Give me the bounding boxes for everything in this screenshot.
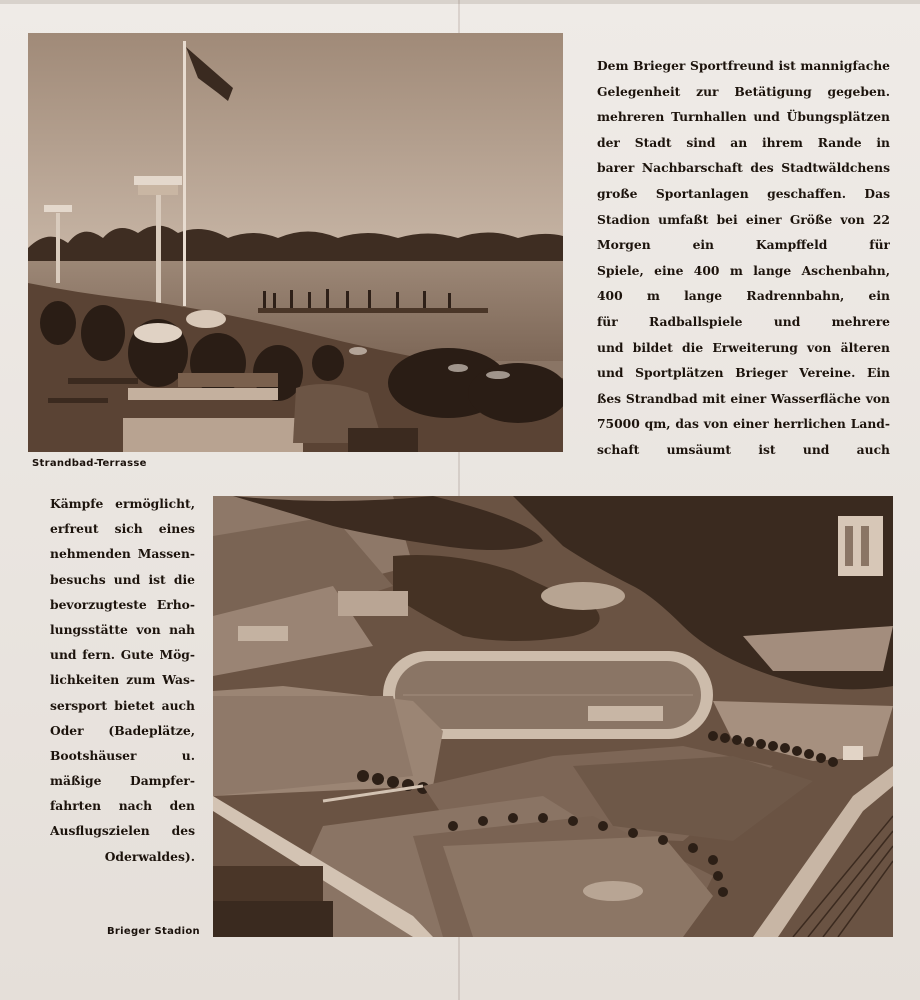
text-line: große Sportanlagen geschaffen. Das <box>597 185 890 201</box>
terrace-caption: Strandbad-Terrasse <box>32 458 147 469</box>
text-line: der Stadt sind an ihrem Rande in <box>597 134 890 150</box>
text-line: Ausflugszielen des <box>50 823 195 839</box>
text-line: Gelegenheit zur Betätigung gegeben. <box>597 83 890 99</box>
text-line: Dem Brieger Sportfreund ist mannigfache <box>597 58 890 73</box>
text-line: Spiele, eine 400 m lange Aschenbahn, <box>597 262 890 278</box>
text-line: mehreren Turnhallen und Übungsplätzen <box>597 109 890 125</box>
text-line: 400 m lange Radrennbahn, ein <box>597 288 890 304</box>
text-line: ßes Strandbad mit einer Wasserfläche von <box>597 390 890 406</box>
aerial-stadium-photo <box>213 496 893 937</box>
page-edge <box>0 0 920 4</box>
text-line: lichkeiten zum Was- <box>50 672 195 688</box>
text-line: schaft umsäumt ist und auch <box>597 441 890 457</box>
text-line: mäßige Dampfer- <box>50 773 195 789</box>
text-line: barer Nachbarschaft des Stadtwäldchens <box>597 160 890 176</box>
text-line: nehmenden Massen- <box>50 546 195 562</box>
text-line: für Radballspiele und mehrere <box>597 313 890 329</box>
continuation-text <box>50 491 195 869</box>
text-line: Oder (Badeplätze, <box>50 722 195 738</box>
text-line: Kämpfe ermöglicht, <box>50 496 195 511</box>
text-line: sersport bietet auch <box>50 697 195 713</box>
text-line: lungsstätte von nah <box>50 621 195 637</box>
text-line: Morgen ein Kampffeld für <box>597 237 890 253</box>
text-line: Bootshäuser u. <box>50 747 195 763</box>
text-line: und bildet die Erweiterung von älteren <box>597 339 890 355</box>
text-line: Stadion umfaßt bei einer Größe von 22 <box>597 211 890 227</box>
text-line: und fern. Gute Mög- <box>50 647 195 663</box>
text-line: Oderwaldes). <box>104 848 195 864</box>
stadium-caption: Brieger Stadion <box>107 926 200 937</box>
text-line: fahrten nach den <box>50 798 195 814</box>
beach-terrace-photo <box>28 33 563 452</box>
text-line: erfreut sich eines <box>50 521 195 537</box>
text-line: besuchs und ist die <box>50 571 195 587</box>
text-line: bevorzugteste Erho- <box>50 596 195 612</box>
aerial-stadium-image <box>213 496 893 937</box>
text-line: 75000 qm, das von einer herrlichen Land- <box>597 416 890 432</box>
beach-terrace-image <box>28 33 563 452</box>
text-line: und Sportplätzen Brieger Vereine. Ein <box>597 365 890 381</box>
intro-text <box>597 53 890 463</box>
